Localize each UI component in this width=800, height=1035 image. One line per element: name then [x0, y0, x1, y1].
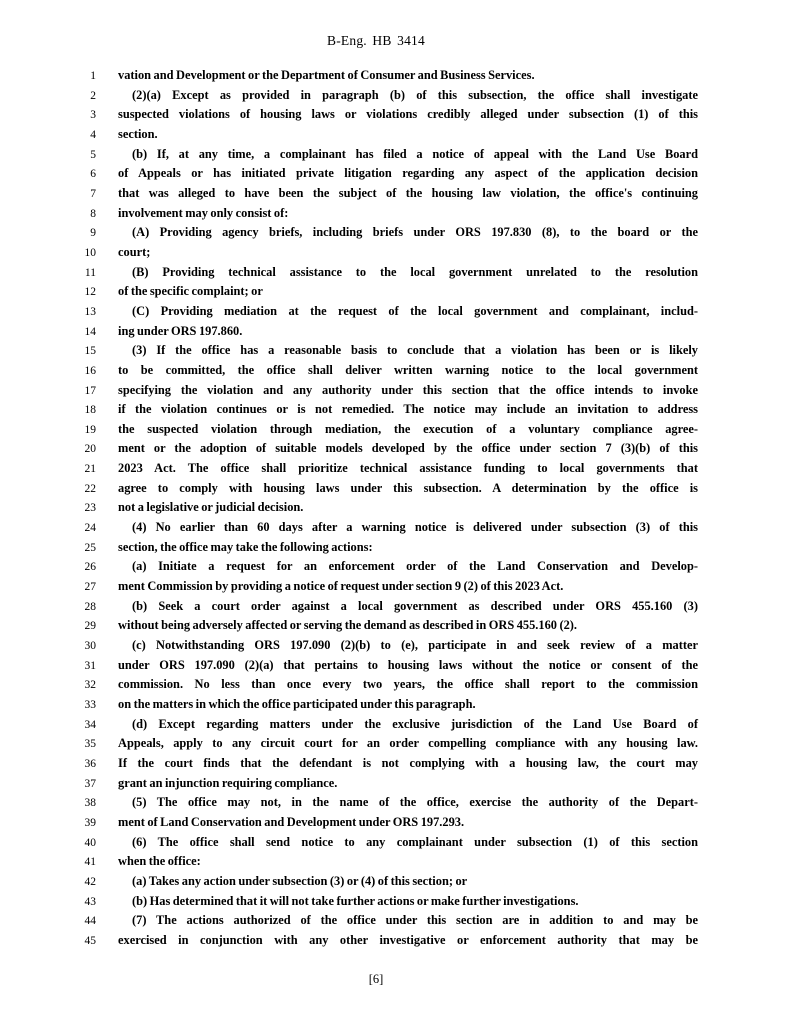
- line-number: 32: [84, 679, 96, 692]
- text-line: [0, 265, 800, 285]
- line-text: agree to comply with housing laws under this subsection. A determination by the office is: [118, 480, 698, 495]
- line-number: 22: [84, 482, 96, 495]
- line-number: 11: [84, 266, 96, 279]
- text-line: [0, 874, 800, 894]
- line-text: court;: [118, 244, 151, 259]
- line-number: 3: [90, 109, 96, 122]
- line-text: Appeals, apply to any circuit court for an order compelling compliance with any housing law.: [118, 736, 698, 751]
- line-text: (C) Providing mediation at the request of the local government and complainant, includ-: [132, 303, 698, 318]
- line-text: ing under ORS 197.860.: [118, 323, 243, 338]
- line-number: 27: [84, 581, 96, 594]
- line-number: 5: [90, 148, 96, 161]
- line-number: 34: [84, 718, 96, 731]
- text-line: [0, 186, 800, 206]
- line-text: (5) The office may not, in the name of the office, exercise the authority of the Depart-: [132, 795, 698, 810]
- line-text: (4) No earlier than 60 days after a warning notice is delivered under subsection (3) of this: [132, 520, 698, 535]
- line-number: 36: [84, 757, 96, 770]
- line-text: (b) Has determined that it will not take further actions or make further investigations.: [132, 893, 579, 908]
- line-text: (c) Notwithstanding ORS 197.090 (2)(b) to (e), participate in and seek review of a matter: [132, 638, 698, 653]
- line-text: If the court finds that the defendant is not complying with a housing law, the court may: [118, 755, 698, 770]
- text-line: [0, 579, 800, 599]
- line-text: ment or the adoption of suitable models developed by the office under section 7 (3)(b) of this: [118, 441, 698, 456]
- line-text: (A) Providing agency briefs, including briefs under ORS 197.830 (8), to the board or the: [132, 225, 698, 240]
- line-number: 39: [84, 816, 96, 829]
- text-line: [0, 795, 800, 815]
- line-text: (B) Providing technical assistance to the local government unrelated to the resolution: [132, 264, 698, 279]
- text-line: [0, 225, 800, 245]
- line-text: commission. No less than once every two years, the office shall report to the commission: [118, 677, 698, 692]
- line-text: 2023 Act. The office shall prioritize technical assistance funding to local governments that: [118, 461, 698, 476]
- line-number: 12: [84, 286, 96, 299]
- line-number: 18: [84, 404, 96, 417]
- line-text: that was alleged to have been the subject of the housing law violation, the office's continuing: [118, 185, 698, 200]
- text-line: [0, 815, 800, 835]
- text-line: [0, 913, 800, 933]
- line-text: (b) If, at any time, a complainant has filed a notice of appeal with the Land Use Board: [132, 146, 698, 161]
- text-line: [0, 599, 800, 619]
- text-line: [0, 383, 800, 403]
- line-number: 45: [84, 934, 96, 947]
- line-text: the suspected violation through mediation, the execution of a voluntary compliance agree-: [118, 421, 698, 436]
- running-header: B-Eng. HB 3414: [327, 33, 425, 48]
- line-text: to be committed, the office shall deliver written warning notice to the local government: [118, 362, 698, 377]
- text-line: [0, 324, 800, 344]
- text-line: [0, 520, 800, 540]
- line-text: (7) The actions authorized of the office under this section are in addition to and may be: [132, 913, 698, 928]
- line-number: 37: [84, 777, 96, 790]
- line-number: 33: [84, 699, 96, 711]
- line-number: 29: [84, 620, 96, 633]
- line-number: 23: [84, 502, 96, 515]
- line-text: (6) The office shall send notice to any complainant under subsection (1) of this section: [132, 834, 698, 849]
- line-number: 31: [84, 659, 96, 672]
- line-text: (d) Except regarding matters under the exclusive jurisdiction of the Land Use Board of: [132, 716, 698, 731]
- text-line: [0, 756, 800, 776]
- line-text: section, the office may take the following actions:: [118, 539, 373, 554]
- line-text: (a) Initiate a request for an enforcement order of the Land Conservation and Develop-: [132, 559, 698, 574]
- line-number: 26: [84, 561, 96, 574]
- line-text: of Appeals or has initiated private litigation regarding any aspect of the application decision: [118, 166, 698, 181]
- line-number: 4: [90, 128, 96, 141]
- text-line: [0, 166, 800, 186]
- text-line: [0, 107, 800, 127]
- line-text: without being adversely affected or serving the demand as described in ORS 455.160 (2).: [118, 618, 578, 633]
- page-number: [6]: [368, 972, 384, 986]
- text-line: [0, 638, 800, 658]
- line-number: 40: [84, 836, 96, 849]
- text-line: [0, 245, 800, 265]
- line-number: 42: [84, 875, 96, 888]
- text-line: [0, 658, 800, 678]
- text-line: [0, 461, 800, 481]
- line-number: 43: [84, 895, 96, 908]
- line-text: (a) Takes any action under subsection (3) or (4) of this section; or: [132, 873, 468, 888]
- text-line: [0, 147, 800, 167]
- text-line: [0, 206, 800, 226]
- line-text: if the violation continues or is not remedied. The notice may include an invitation to address: [118, 402, 698, 417]
- text-line: [0, 304, 800, 324]
- bill-text-body: [0, 68, 800, 953]
- line-text: suspected violations of housing laws or violations credibly alleged under subsection (1) of this: [118, 107, 698, 122]
- line-text: of the specific complaint; or: [118, 284, 263, 299]
- text-line: [0, 559, 800, 579]
- text-line: [0, 402, 800, 422]
- text-line: [0, 677, 800, 697]
- line-text: (2)(a) Except as provided in paragraph (b) of this subsection, the office shall investigate: [132, 87, 698, 102]
- text-line: [0, 540, 800, 560]
- line-number: 7: [90, 187, 96, 200]
- line-number: 14: [84, 325, 96, 338]
- line-number: 35: [84, 738, 96, 751]
- line-text: ment of Land Conservation and Development under ORS 197.293.: [118, 814, 465, 829]
- line-text: specifying the violation and any authority under this section that the office intends to invoke: [118, 382, 698, 397]
- line-number: 16: [84, 364, 96, 377]
- text-line: [0, 776, 800, 796]
- line-text: on the matters in which the office participated under this paragraph.: [118, 697, 476, 711]
- line-number: 8: [90, 207, 96, 220]
- line-number: 1: [90, 70, 96, 82]
- text-line: [0, 88, 800, 108]
- text-line: [0, 618, 800, 638]
- line-text: grant an injunction requiring compliance.: [118, 775, 338, 790]
- line-number: 44: [84, 915, 96, 928]
- line-text: not a legislative or judicial decision.: [118, 500, 304, 515]
- line-number: 13: [84, 305, 96, 318]
- line-number: 15: [84, 345, 96, 358]
- line-text: (3) If the office has a reasonable basis to conclude that a violation has been or is likely: [132, 343, 698, 358]
- line-text: involvement may only consist of:: [118, 205, 289, 220]
- line-number: 6: [90, 168, 96, 181]
- line-number: 30: [84, 640, 96, 653]
- line-text: ment Commission by providing a notice of request under section 9 (2) of this 2023 Act.: [118, 579, 564, 594]
- text-line: [0, 284, 800, 304]
- text-line: [0, 835, 800, 855]
- line-text: (b) Seek a court order against a local government as described under ORS 455.160 (3): [132, 598, 698, 613]
- text-line: [0, 854, 800, 874]
- line-text: exercised in conjunction with any other investigative or enforcement authority that may be: [118, 932, 698, 947]
- line-number: 9: [90, 227, 96, 240]
- line-text: vation and Development or the Department of Consumer and Business Services.: [118, 68, 535, 82]
- line-number: 21: [84, 463, 96, 476]
- text-line: [0, 697, 800, 717]
- text-line: [0, 933, 800, 953]
- line-number: 17: [84, 384, 96, 397]
- line-text: section.: [118, 126, 158, 141]
- line-number: 10: [84, 246, 96, 259]
- line-number: 2: [90, 89, 96, 102]
- text-line: [0, 127, 800, 147]
- line-number: 24: [84, 522, 96, 535]
- text-line: [0, 441, 800, 461]
- text-line: [0, 68, 800, 88]
- text-line: [0, 736, 800, 756]
- line-number: 38: [84, 797, 96, 810]
- line-number: 19: [84, 423, 96, 436]
- line-number: 28: [84, 600, 96, 613]
- text-line: [0, 481, 800, 501]
- line-number: 25: [84, 541, 96, 554]
- line-number: 20: [84, 443, 96, 456]
- text-line: [0, 894, 800, 914]
- text-line: [0, 343, 800, 363]
- text-line: [0, 422, 800, 442]
- text-line: [0, 363, 800, 383]
- line-text: under ORS 197.090 (2)(a) that pertains to housing laws without the notice or consent of the: [118, 657, 698, 672]
- text-line: [0, 500, 800, 520]
- text-line: [0, 717, 800, 737]
- line-text: when the office:: [118, 854, 201, 869]
- line-number: 41: [84, 856, 96, 869]
